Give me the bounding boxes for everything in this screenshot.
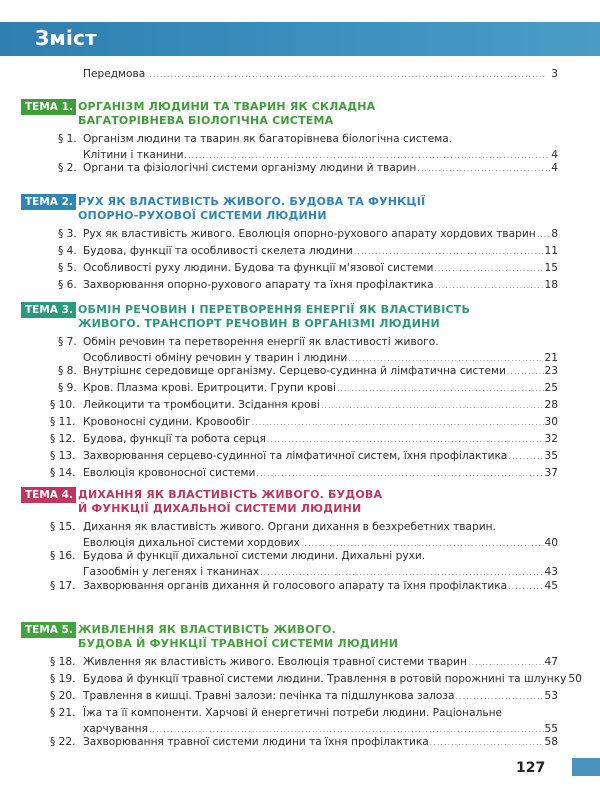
- theme-badge: ТЕМА 5.: [21, 622, 76, 638]
- theme-title-line: Й ФУНКЦІЇ ДИХАЛЬНОЇ СИСТЕМИ ЛЮДИНИ: [78, 502, 362, 515]
- section-number: § 12.: [50, 433, 76, 445]
- entry-page-number: 18: [544, 279, 558, 291]
- entry-title-line: Будова й функції дихальної системи людини. Дихальні рухи.: [83, 550, 426, 562]
- page-title: Зміст: [35, 26, 97, 50]
- entry-page-number: 15: [544, 262, 558, 274]
- entry-title-line: Рух як властивість живого. Еволюція опорно-рухового апарату хордових тварин: [83, 228, 536, 240]
- dot-leader: [354, 245, 544, 258]
- entry-title-line: Будова й функції травної системи людини. Травлення в ротовій порожнині та шлунку: [83, 673, 567, 685]
- entry-title-line: Особливості руху людини. Будова та функції м'язової системи: [83, 262, 434, 274]
- dot-leader: [434, 262, 543, 275]
- page-tab-marker: [572, 758, 600, 776]
- theme-title-line: ОРГАНІЗМ ЛЮДИНИ ТА ТВАРИН ЯК СКЛАДНА: [78, 100, 376, 113]
- entry-title-line: Газообмін у легенях і тканинах: [83, 566, 260, 578]
- dot-leader: [430, 736, 544, 749]
- theme-title-line: ОПОРНО-РУХОВОЇ СИСТЕМИ ЛЮДИНИ: [78, 209, 327, 222]
- preface-label: Передмова: [83, 68, 146, 80]
- dot-leader: [435, 279, 544, 292]
- theme-title-line: ЖИВЛЕННЯ ЯК ВЛАСТИВІСТЬ ЖИВОГО.: [78, 623, 336, 636]
- entry-title-line: Лейкоцити та тромбоцити. Зсідання крові: [83, 399, 320, 411]
- section-number: § 13.: [50, 450, 76, 462]
- section-number: § 11.: [50, 416, 76, 428]
- entry-title-line: Організм людини та тварин як багаторівнева біологічна система.: [83, 133, 453, 145]
- theme-title-line: ЖИВОГО. ТРАНСПОРТ РЕЧОВИН В ОРГАНІЗМІ ЛЮДИНИ: [78, 317, 440, 330]
- theme-title[interactable]: [78, 303, 548, 331]
- theme-title[interactable]: [78, 623, 548, 651]
- dot-leader: [260, 566, 543, 579]
- section-number: § 1.: [58, 133, 77, 145]
- theme-title-line: ДИХАННЯ ЯК ВЛАСТИВІСТЬ ЖИВОГО. БУДОВА: [78, 488, 383, 501]
- entry-title-line: Еволюція дихальної системи хордових: [83, 537, 300, 549]
- entry-title-line: Клітини і тканини: [83, 149, 184, 161]
- theme-badge: ТЕМА 3.: [21, 302, 76, 318]
- entry-page-number: 45: [544, 580, 558, 592]
- dot-leader: [348, 352, 543, 365]
- section-number: § 3.: [58, 228, 77, 240]
- section-number: § 22.: [50, 736, 76, 748]
- theme-badge: ТЕМА 2.: [21, 194, 76, 210]
- theme-title[interactable]: [78, 195, 548, 223]
- entry-page-number: 28: [544, 399, 558, 411]
- dot-leader: [252, 416, 544, 429]
- dot-leader: [456, 690, 544, 703]
- entry-page-number: 55: [544, 723, 558, 735]
- entry-title-line: Будова, функції та особливості скелета людини: [83, 245, 353, 257]
- entry-title-line: харчування: [83, 723, 148, 735]
- section-number: § 16.: [50, 550, 76, 562]
- entry-page-number: 43: [544, 566, 558, 578]
- section-number: § 19.: [50, 673, 76, 685]
- dot-leader: [468, 656, 544, 669]
- section-number: § 9.: [58, 382, 77, 394]
- entry-page-number: 32: [544, 433, 558, 445]
- dot-leader: [184, 149, 550, 162]
- theme-title-line: РУХ ЯК ВЛАСТИВІСТЬ ЖИВОГО. БУДОВА ТА ФУНКЦІЇ: [78, 195, 426, 208]
- entry-page-number: 35: [544, 450, 558, 462]
- entry-title-line: Захворювання серцево-судинної та лімфатичної систем, їхня профілактика: [83, 450, 508, 462]
- entry-title-line: Живлення як властивість живого. Еволюція травної системи тварин: [83, 656, 467, 668]
- dot-leader: [417, 162, 550, 175]
- section-number: § 20.: [50, 690, 76, 702]
- entry-title-line: Внутрішнє середовище організму. Серцево-судинна й лімфатична системи: [83, 365, 506, 377]
- dot-leader: [256, 467, 543, 480]
- contents-header: [0, 22, 600, 56]
- dot-leader: [507, 365, 544, 378]
- section-number: § 2.: [58, 162, 77, 174]
- dot-leader: [337, 382, 544, 395]
- section-number: § 4.: [58, 245, 77, 257]
- dot-leader: [508, 450, 543, 463]
- entry-page-number: 21: [544, 352, 558, 364]
- entry-title-line: Особливості обміну речовин у тварин і людини: [83, 352, 348, 364]
- entry-title-line: Кровоносні судини. Кровообіг: [83, 416, 251, 428]
- page-number: 127: [516, 760, 546, 776]
- entry-title-line: Їжа та її компоненти. Харчові й енергетичні потреби людини. Раціональне: [83, 707, 503, 719]
- entry-page-number: 37: [544, 467, 558, 479]
- section-number: § 8.: [58, 365, 77, 377]
- entry-page-number: 11: [544, 245, 558, 257]
- preface-page: 3: [551, 68, 558, 80]
- entry-title-line: Захворювання опорно-рухового апарату та їхня профілактика: [83, 279, 434, 291]
- theme-badge: ТЕМА 4.: [21, 487, 76, 503]
- entry-title-line: Захворювання органів дихання й голосового апарату та їхня профілактика: [83, 580, 508, 592]
- entry-page-number: 25: [544, 382, 558, 394]
- toc-entry-preface[interactable]: [83, 68, 558, 80]
- theme-title-line: БУДОВА Й ФУНКЦІЇ ТРАВНОЇ СИСТЕМИ ЛЮДИНИ: [78, 637, 399, 650]
- theme-title[interactable]: [78, 100, 548, 128]
- entry-page-number: 53: [544, 690, 558, 702]
- dot-leader: [149, 723, 544, 736]
- entry-page-number: 40: [544, 537, 558, 549]
- section-number: § 14.: [50, 467, 76, 479]
- theme-title-line: БАГАТОРІВНЕВА БІОЛОГІЧНА СИСТЕМА: [78, 114, 334, 127]
- section-number: § 10.: [50, 399, 76, 411]
- section-number: § 7.: [58, 336, 77, 348]
- entry-page-number: 4: [551, 162, 558, 174]
- entry-title-line: Еволюція кровоносної системи: [83, 467, 256, 479]
- dot-leader: [321, 399, 544, 412]
- entry-page-number: 30: [544, 416, 558, 428]
- dot-leader: [301, 537, 544, 550]
- dot-leader: [537, 228, 551, 241]
- entry-title-line: Дихання як властивість живого. Органи дихання в безхребетних тварин.: [83, 521, 496, 533]
- entry-title-line: Будова, функції та робота серця: [83, 433, 266, 445]
- section-number: § 17.: [50, 580, 76, 592]
- dot-leader: [267, 433, 544, 446]
- dot-leader: [149, 70, 547, 79]
- entry-page-number: 23: [544, 365, 558, 377]
- entry-page-number: 4: [551, 149, 558, 161]
- entry-title-line: Захворювання травної системи людини та їхня профілактика: [83, 736, 429, 748]
- entry-title-line: Травлення в кишці. Травні залози: печінка та підшлункова залоза: [83, 690, 455, 702]
- entry-page-number: 58: [544, 736, 558, 748]
- section-number: § 15.: [50, 521, 76, 533]
- section-number: § 21.: [50, 707, 76, 719]
- entry-title-line: Органи та фізіологічні системи організму людини й тварин: [83, 162, 417, 174]
- entry-page-number: 47: [544, 656, 558, 668]
- entry-title-line: Кров. Плазма крові. Еритроцити. Групи крові: [83, 382, 336, 394]
- theme-title[interactable]: [78, 488, 548, 516]
- dot-leader: [508, 580, 543, 593]
- theme-badge: ТЕМА 1.: [21, 99, 76, 115]
- section-number: § 6.: [58, 279, 77, 291]
- entry-page-number: 50: [568, 673, 582, 685]
- section-number: § 18.: [50, 656, 76, 668]
- theme-title-line: ОБМІН РЕЧОВИН І ПЕРЕТВОРЕННЯ ЕНЕРГІЇ ЯК ВЛАСТИВІСТЬ: [78, 303, 471, 316]
- entry-page-number: 8: [551, 228, 558, 240]
- entry-title-line: Обмін речовин та перетворення енергії як властивості живого.: [83, 336, 439, 348]
- section-number: § 5.: [58, 262, 77, 274]
